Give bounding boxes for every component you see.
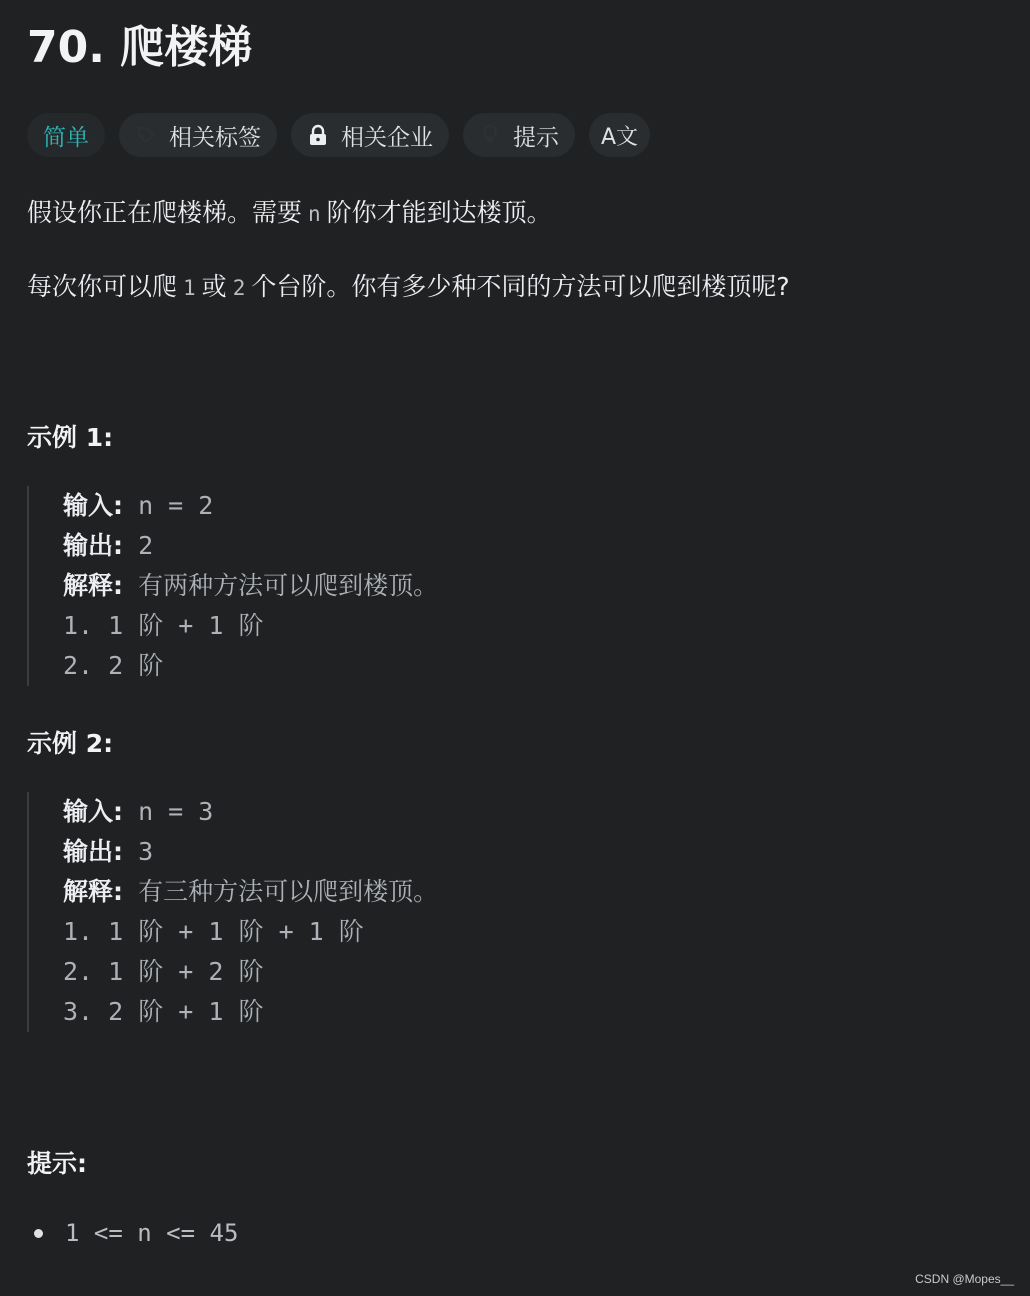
example-step: 1. 1 阶 + 1 阶 + 1 阶 [63, 917, 364, 946]
inline-code: 1 [183, 276, 196, 300]
description-text: 个台阶。你有多少种不同的方法可以爬到楼顶呢? [251, 272, 790, 301]
explain-label: 解释: [63, 571, 123, 600]
example-step: 1. 1 阶 + 1 阶 [63, 611, 264, 640]
related-tags-label: 相关标签 [169, 124, 261, 151]
example-explain-line [63, 566, 438, 606]
lock-icon [307, 124, 329, 146]
example-input-line [63, 486, 438, 526]
constraints-heading: 提示: [27, 1149, 87, 1178]
example-output-line [63, 526, 438, 566]
output-value: 3 [138, 837, 154, 866]
description-text: 假设你正在爬楼梯。需要 [27, 198, 303, 227]
inline-code: 2 [232, 276, 246, 300]
example-output-line [63, 832, 438, 872]
input-label: 输入: [63, 491, 123, 520]
description-paragraph-2 [27, 269, 790, 306]
example-input-line [63, 792, 438, 832]
difficulty-label: 简单 [43, 124, 89, 151]
lightbulb-icon [479, 124, 501, 146]
input-value: n = 3 [138, 797, 214, 826]
bullet-icon [34, 1229, 43, 1238]
related-companies-label: 相关企业 [341, 124, 433, 151]
input-value: n = 2 [138, 491, 214, 520]
hint-button[interactable] [463, 113, 575, 157]
description-text: 阶你才能到达楼顶。 [326, 198, 552, 227]
explain-text: 有三种方法可以爬到楼顶。 [138, 877, 439, 906]
description-text: 或 [201, 272, 227, 301]
problem-title: 70. 爬楼梯 [27, 22, 253, 73]
translate-icon: A文 [601, 124, 639, 150]
inline-code: n [308, 202, 321, 226]
watermark: CSDN @Mopes__ [915, 1272, 1014, 1286]
output-label: 输出: [63, 837, 123, 866]
example-2-block [27, 792, 438, 1032]
explain-label: 解释: [63, 877, 123, 906]
hint-label: 提示 [513, 124, 559, 151]
problem-tags-bar [27, 113, 650, 157]
output-value: 2 [138, 531, 154, 560]
input-label: 输入: [63, 797, 123, 826]
example-1-heading: 示例 1: [27, 423, 114, 452]
example-explain-line [63, 872, 438, 912]
example-step: 2. 1 阶 + 2 阶 [63, 957, 264, 986]
example-1-block [27, 486, 438, 686]
example-step: 3. 2 阶 + 1 阶 [63, 997, 264, 1026]
constraint-text: 1 <= n <= 45 [65, 1219, 239, 1247]
description-paragraph-1 [27, 195, 552, 232]
tag-icon [135, 124, 157, 146]
translate-button[interactable] [589, 113, 650, 157]
explain-text: 有两种方法可以爬到楼顶。 [138, 571, 439, 600]
example-step: 2. 2 阶 [63, 651, 164, 680]
related-companies-button[interactable] [291, 113, 449, 157]
description-text: 每次你可以爬 [27, 272, 178, 301]
example-2-heading: 示例 2: [27, 729, 114, 758]
difficulty-badge [27, 113, 105, 157]
output-label: 输出: [63, 531, 123, 560]
constraint-item [27, 1219, 238, 1247]
related-tags-button[interactable] [119, 113, 277, 157]
